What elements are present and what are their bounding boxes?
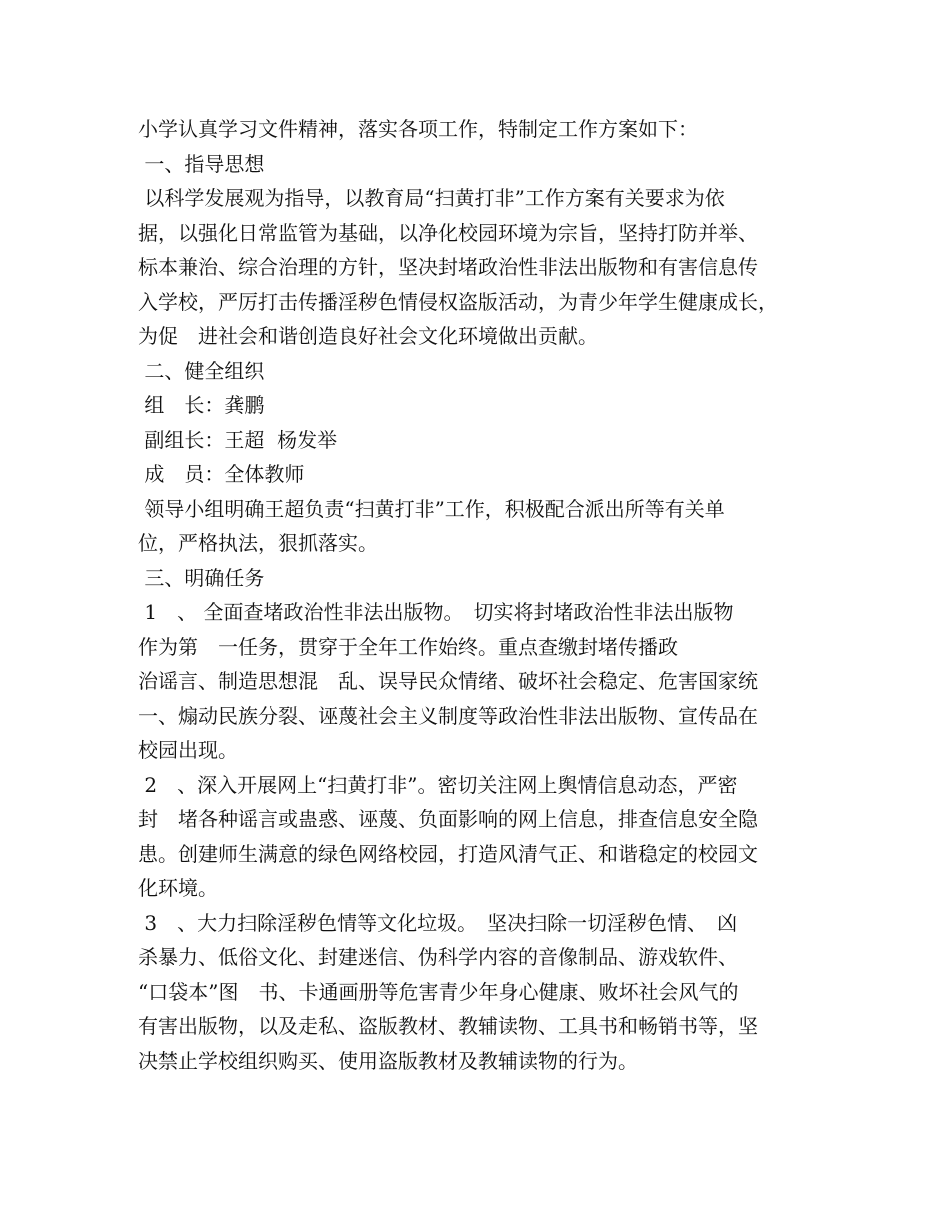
text-line: 化环境。: [138, 876, 218, 900]
text-line: 决禁止学校组织购买、使用盗版教材及教辅读物的行为。: [138, 1048, 638, 1073]
text-line: 杀暴力、低俗文化、封建迷信、伪科学内容的音像制品、游戏软件、: [138, 945, 738, 969]
text-line: 2 、深入开展网上“扫黄打非”。密切关注网上舆情信息动态，严密: [138, 772, 738, 797]
text-line: 作为第 一任务，贯穿于全年工作始终。重点查缴封堵传播政: [138, 634, 678, 659]
text-line: 小学认真学习文件精神，落实各项工作，特制定工作方案如下：: [138, 117, 698, 141]
text-line: 有害出版物，以及走私、盗版教材、教辅读物、工具书和畅销书等，坚: [138, 1014, 758, 1038]
document-body: [138, 112, 838, 1078]
text-line: 标本兼治、综合治理的方针，坚决封堵政治性非法出版物和有害信息传: [138, 255, 758, 279]
text-line: “口袋本”图 书、卡通画册等危害青少年身心健康、败坏社会风气的: [138, 979, 739, 1004]
text-line: 据，以强化日常监管为基础，以净化校园环境为宗旨，坚持打防并举、: [138, 220, 758, 245]
text-line: 一、指导思想: [138, 151, 265, 176]
text-line: 三、明确任务: [138, 565, 265, 590]
text-line: 1 、 全面查堵政治性非法出版物。 切实将封堵政治性非法出版物: [138, 600, 734, 624]
text-line: 领导小组明确王超负责“扫黄打非”工作，积极配合派出所等有关单: [138, 496, 725, 521]
text-line: 患。创建师生满意的绿色网络校园，打造风清气正、和谐稳定的校园文: [138, 841, 758, 866]
text-line: 封 堵各种谣言或蛊惑、诬蔑、负面影响的网上信息，排查信息安全隐: [138, 807, 758, 831]
text-line: 校园出现。: [138, 738, 238, 762]
text-line: 治谣言、制造思想混 乱、误导民众情绪、破坏社会稳定、危害国家统: [138, 669, 758, 693]
text-line: 3 、大力扫除淫秽色情等文化垃圾。 坚决扫除一切淫秽色情、 凶: [138, 910, 738, 935]
text-line: 以科学发展观为指导，以教育局“扫黄打非”工作方案有关要求为依: [138, 186, 725, 210]
text-line: 副组长：王超 杨发举: [138, 427, 338, 452]
text-line: 为促 进社会和谐创造良好社会文化环境做出贡献。: [138, 324, 598, 348]
text-line: 位，严格执法，狠抓落实。: [138, 531, 378, 555]
text-line: 一、煽动民族分裂、诬蔑社会主义制度等政治性非法出版物、宣传品在: [138, 703, 758, 728]
text-line: 二、健全组织: [138, 358, 265, 383]
text-line: 组 长：龚鹏: [138, 393, 265, 417]
text-line: 入学校，严厉打击传播淫秽色情侵权盗版活动，为青少年学生健康成长，: [138, 289, 778, 314]
text-line: 成 员：全体教师: [138, 462, 305, 486]
